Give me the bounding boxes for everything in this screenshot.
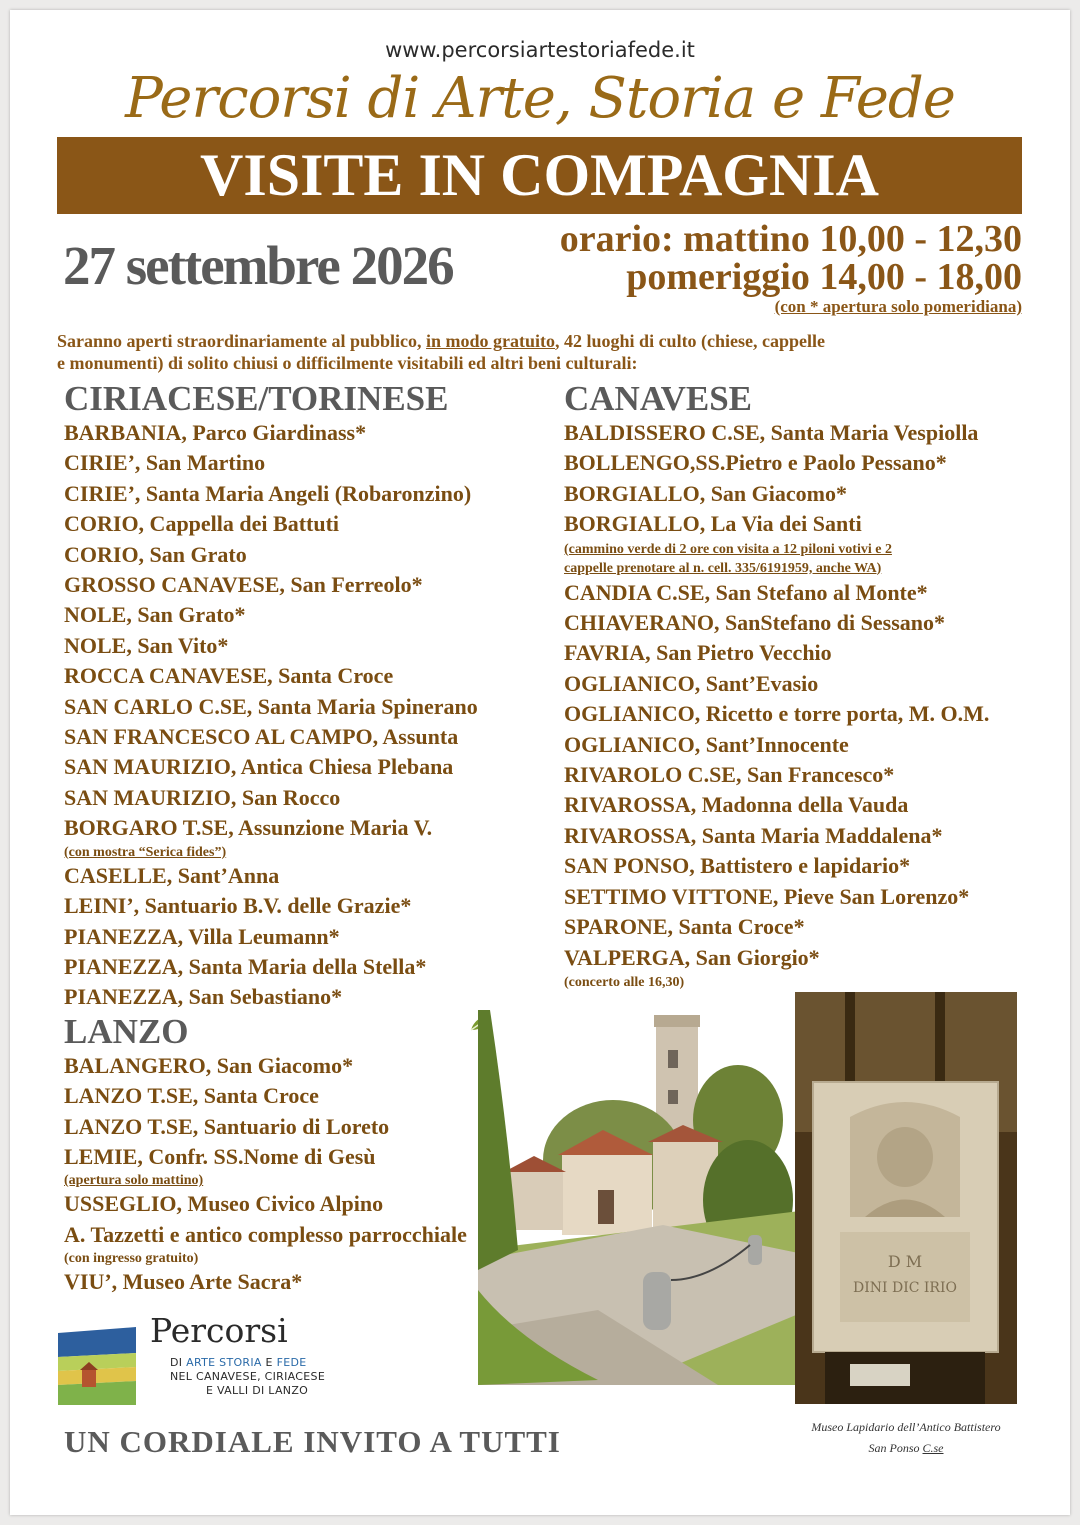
percorsi-logo xyxy=(58,1311,326,1408)
list-item: LANZO T.SE, Santa Croce xyxy=(64,1083,319,1109)
list-item: CIRIE’, San Martino xyxy=(64,450,266,476)
list-item: BORGIALLO, San Giacomo* xyxy=(564,480,847,506)
list-item: NOLE, San Grato* xyxy=(64,602,246,628)
landscape-logo-icon xyxy=(58,1323,136,1405)
section-lanzo-title: LANZO xyxy=(64,1011,189,1051)
list-item: BARBANIA, Parco Giardinass* xyxy=(64,420,367,445)
item-note: (concerto alle 16,30) xyxy=(564,974,685,990)
list-item: CHIAVERANO, SanStefano di Sessano* xyxy=(564,610,946,636)
list-item: LANZO T.SE, Santuario di Loreto xyxy=(64,1113,390,1139)
list-item: SAN MAURIZIO, San Rocco xyxy=(64,784,341,810)
event-date: 27 settembre 2026 xyxy=(63,235,453,296)
website-url[interactable]: www.percorsiartestoriafede.it xyxy=(385,38,695,62)
intro-part2: , 42 luoghi di culto (chiese, cappelle xyxy=(555,331,826,351)
left-column xyxy=(64,380,504,1298)
opening-hours xyxy=(560,220,1022,318)
list-item: PIANEZZA, Villa Leumann* xyxy=(64,923,340,949)
list-item: SAN PONSO, Battistero e lapidario* xyxy=(564,853,911,879)
lanzo-list xyxy=(64,1051,504,1298)
list-item: OGLIANICO, Sant’Innocente xyxy=(564,731,849,757)
hours-afternoon: pomeriggio 14,00 - 18,00 xyxy=(626,256,1022,298)
list-item: VIU’, Museo Arte Sacra* xyxy=(64,1269,303,1295)
intro-part1: Saranno aperti straordinariamente al pubblico, xyxy=(57,331,427,351)
section-canavese-title: CANAVESE xyxy=(564,379,753,418)
list-item: NOLE, San Vito* xyxy=(64,632,229,658)
right-column xyxy=(564,380,1024,992)
list-item: RIVAROLO C.SE, San Francesco* xyxy=(564,762,895,788)
hours-morning: orario: mattino 10,00 - 12,30 xyxy=(559,218,1022,260)
title-banner xyxy=(57,137,1022,214)
caption-place: San Ponso xyxy=(868,1441,923,1455)
church-photo xyxy=(478,1010,808,1385)
list-item: USSEGLIO, Museo Civico Alpino xyxy=(64,1191,384,1217)
item-note: (cammino verde di 2 ore con visita a 12 piloni votivi e 2 xyxy=(564,541,892,557)
list-item: SAN CARLO C.SE, Santa Maria Spinerano xyxy=(64,693,478,719)
logo-line3: E VALLI DI LANZO xyxy=(206,1384,309,1397)
poster-title: Percorsi di Arte, Storia e Fede xyxy=(125,66,955,131)
logo-line1: DI ARTE STORIA E FEDE xyxy=(170,1356,307,1369)
hours-note: (con * apertura solo pomeridiana) xyxy=(774,297,1022,316)
list-item: CORIO, San Grato xyxy=(64,541,247,567)
list-item: BALDISSERO C.SE, Santa Maria Vespiolla xyxy=(564,420,979,445)
section-ciriacese-title: CIRIACESE/TORINESE xyxy=(64,379,449,418)
stone-inscription-2: DINI DIC IRIO xyxy=(853,1280,957,1296)
list-item: SPARONE, Santa Croce* xyxy=(564,914,805,940)
logo-line2: NEL CANAVESE, CIRIACESE xyxy=(170,1370,326,1383)
list-item: CASELLE, Sant’Anna xyxy=(64,862,280,888)
list-item: BORGIALLO, La Via dei Santi xyxy=(564,511,862,537)
item-note: cappelle prenotare al n. cell. 335/6191959, anche WA) xyxy=(564,560,882,576)
list-item: OGLIANICO, Sant’Evasio xyxy=(564,670,819,696)
list-item: BALANGERO, San Giacomo* xyxy=(64,1052,354,1078)
logo-name: Percorsi xyxy=(150,1311,288,1350)
item-note: (apertura solo mattino) xyxy=(64,1173,204,1189)
caption-cse: C.se xyxy=(922,1441,944,1455)
list-item: BORGARO T.SE, Assunzione Maria V. xyxy=(64,815,433,841)
list-item: OGLIANICO, Ricetto e torre porta, M. O.M. xyxy=(564,701,990,727)
museo-photo xyxy=(795,992,1017,1404)
list-item: VALPERGA, San Giorgio* xyxy=(564,944,820,970)
list-item: CIRIE’, Santa Maria Angeli (Robaronzino) xyxy=(64,480,472,506)
list-item: SETTIMO VITTONE, Pieve San Lorenzo* xyxy=(564,883,970,909)
stone-inscription-1: D M xyxy=(887,1252,923,1271)
list-item: RIVAROSSA, Madonna della Vauda xyxy=(564,792,909,818)
list-item: RIVAROSSA, Santa Maria Maddalena* xyxy=(564,822,943,848)
list-item: A. Tazzetti e antico complesso parrocchiale xyxy=(64,1221,467,1247)
list-item: CANDIA C.SE, San Stefano al Monte* xyxy=(564,579,928,605)
intro-line2: e monumenti) di solito chiusi o difficilmente visitabili ed altri beni culturali: xyxy=(57,353,638,373)
canavese-list xyxy=(564,418,1024,992)
intro-free: in modo gratuito xyxy=(426,331,556,351)
item-note: (con mostra “Serica fides”) xyxy=(64,844,227,860)
list-item: LEINI’, Santuario B.V. delle Grazie* xyxy=(64,893,412,919)
ciriacese-list xyxy=(64,418,504,1013)
list-item: SAN MAURIZIO, Antica Chiesa Plebana xyxy=(64,754,454,780)
list-item: LEMIE, Confr. SS.Nome di Gesù xyxy=(64,1143,376,1169)
list-item: GROSSO CANAVESE, San Ferreolo* xyxy=(64,572,423,598)
list-item: PIANEZZA, Santa Maria della Stella* xyxy=(64,953,427,979)
list-item: PIANEZZA, San Sebastiano* xyxy=(64,984,343,1010)
invitation-text: UN CORDIALE INVITO A TUTTI xyxy=(64,1424,561,1459)
intro-text xyxy=(57,330,1017,374)
list-item: SAN FRANCESCO AL CAMPO, Assunta xyxy=(64,724,459,750)
banner-text: VISITE IN COMPAGNIA xyxy=(200,142,879,208)
museo-caption xyxy=(790,1417,1022,1459)
list-item: FAVRIA, San Pietro Vecchio xyxy=(564,640,832,666)
caption-line1: Museo Lapidario dell’Antico Battistero xyxy=(811,1420,1001,1434)
list-item: ROCCA CANAVESE, Santa Croce xyxy=(64,663,394,689)
list-item: CORIO, Cappella dei Battuti xyxy=(64,511,340,537)
item-note: (con ingresso gratuito) xyxy=(64,1251,199,1267)
list-item: BOLLENGO,SS.Pietro e Paolo Pessano* xyxy=(564,450,947,476)
